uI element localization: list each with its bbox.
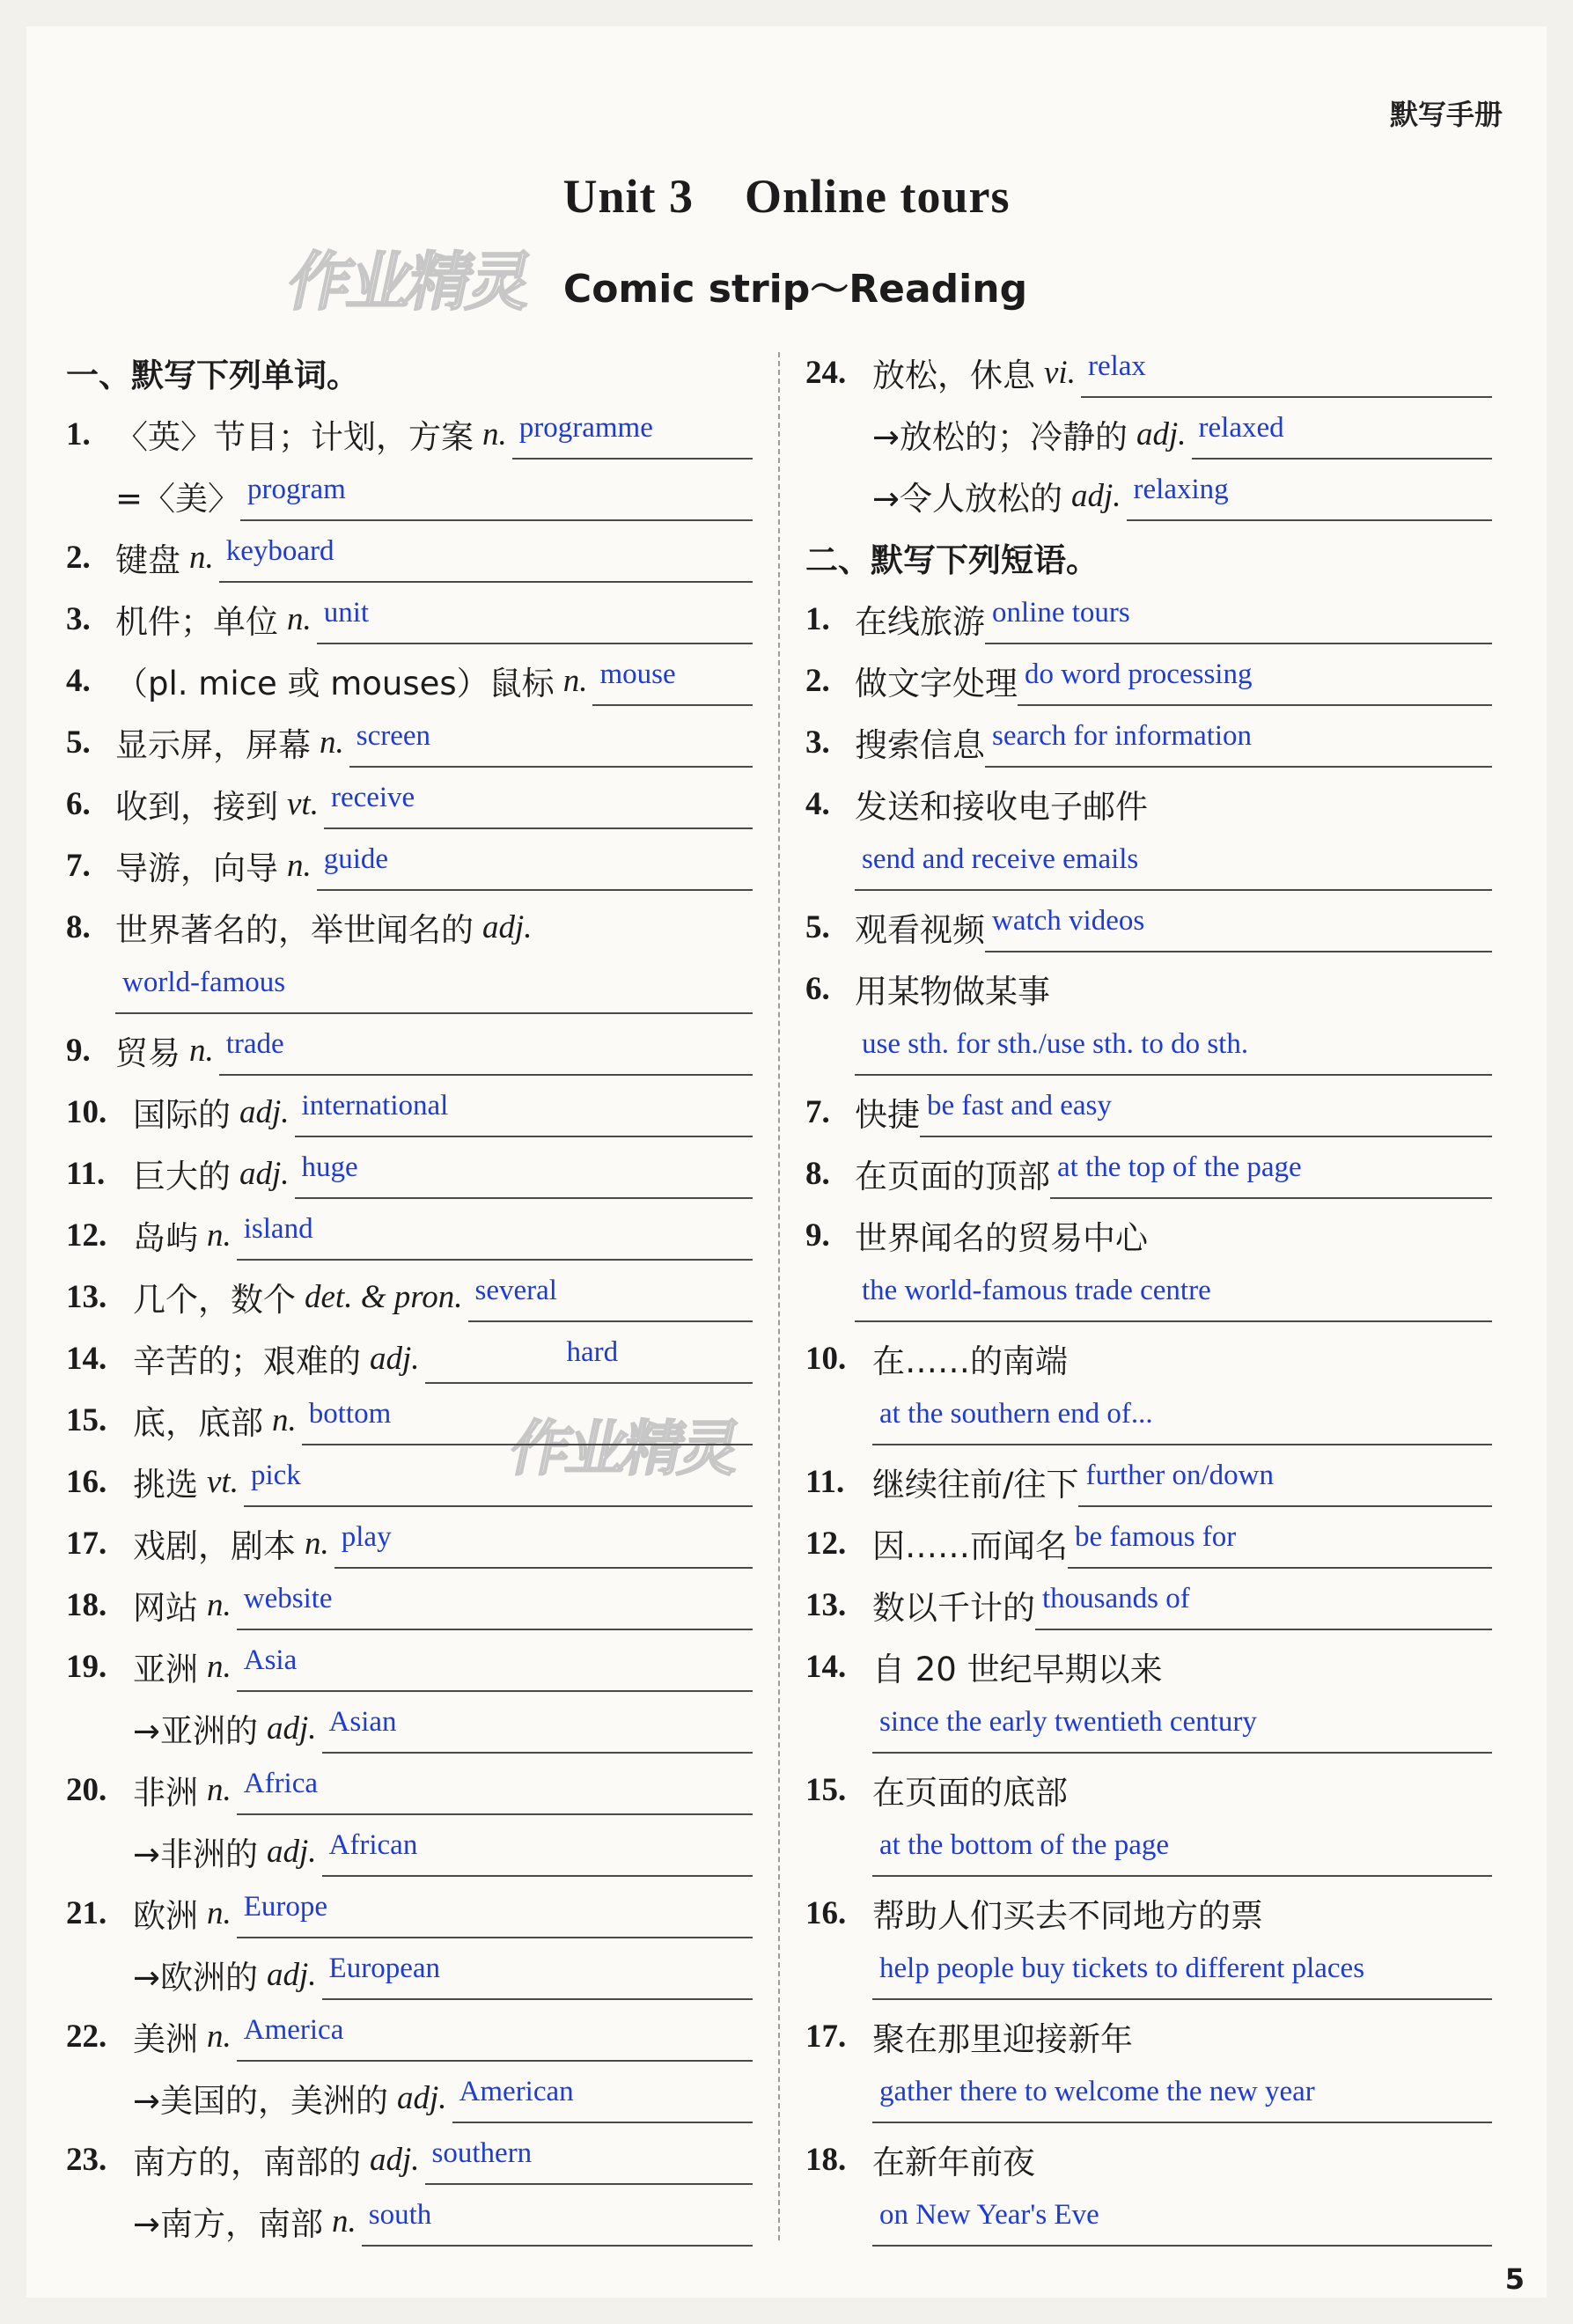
item-prompt: 在……的南端 bbox=[872, 1342, 1068, 1380]
exercise-item bbox=[66, 1389, 753, 1451]
exercise-subline bbox=[805, 1019, 1492, 1081]
answer-line: American bbox=[452, 2072, 753, 2123]
item-number: 7. bbox=[805, 1093, 830, 1130]
item-prompt: 快捷 bbox=[855, 1096, 920, 1134]
item-number: 10. bbox=[66, 1093, 107, 1130]
answer-line: screen bbox=[349, 717, 753, 768]
part-of-speech: det. & pron. bbox=[305, 1278, 463, 1315]
exercise-subline bbox=[66, 1820, 753, 1882]
item-number: 4. bbox=[66, 662, 91, 699]
part-of-speech: n. bbox=[305, 1525, 329, 1562]
item-prompt: 观看视频 bbox=[855, 911, 985, 949]
answer-line: online tours bbox=[985, 593, 1492, 644]
item-prompt: 因……而闻名 bbox=[872, 1527, 1068, 1565]
item-number: 16. bbox=[805, 1894, 847, 1931]
sub-prompt: →非洲的 bbox=[133, 1835, 259, 1873]
part-of-speech: vi. bbox=[1044, 354, 1076, 391]
item-prompt: （pl. mice 或 mouses）鼠标 bbox=[115, 665, 555, 702]
sub-prompt: =〈美〉 bbox=[115, 480, 241, 518]
exercise-subline bbox=[66, 958, 753, 1019]
part-of-speech: n. bbox=[207, 1894, 232, 1931]
exercise-item bbox=[805, 1759, 1492, 1820]
answer-line: search for information bbox=[985, 717, 1492, 768]
answer-line: island bbox=[237, 1210, 753, 1261]
exercise-item bbox=[805, 1636, 1492, 1697]
exercise-item bbox=[805, 2005, 1492, 2067]
part-of-speech: adj. bbox=[370, 2141, 420, 2178]
item-number: 14. bbox=[805, 1648, 847, 1685]
item-number: 19. bbox=[66, 1648, 107, 1685]
item-prompt: 继续往前/往下 bbox=[872, 1466, 1079, 1504]
exercise-subline bbox=[66, 2190, 753, 2252]
item-number: 7. bbox=[66, 847, 91, 884]
item-prompt: 键盘 bbox=[115, 541, 180, 579]
part-of-speech: n. bbox=[207, 1586, 232, 1623]
item-prompt: 数以千计的 bbox=[872, 1589, 1035, 1627]
item-prompt: 帮助人们买去不同地方的票 bbox=[872, 1897, 1263, 1935]
answer-line: relax bbox=[1081, 347, 1492, 398]
answer-line: be famous for bbox=[1068, 1518, 1492, 1569]
item-prompt: 国际的 bbox=[133, 1096, 231, 1134]
sub-prompt: →南方，南部 bbox=[133, 2205, 324, 2243]
exercise-subline bbox=[805, 1266, 1492, 1327]
item-prompt: 用某物做某事 bbox=[855, 973, 1050, 1011]
answer-line: huge bbox=[295, 1148, 753, 1199]
exercise-item bbox=[805, 1882, 1492, 1944]
answer-line: receive bbox=[324, 778, 753, 829]
item-prompt: 聚在那里迎接新年 bbox=[872, 2020, 1133, 2058]
answer-line: send and receive emails bbox=[855, 840, 1492, 891]
answer-line: Europe bbox=[237, 1887, 753, 1938]
left-column bbox=[66, 342, 753, 2252]
exercise-item bbox=[66, 1204, 753, 1266]
item-prompt: 搜索信息 bbox=[855, 726, 985, 764]
answer-line: help people buy tickets to different places bbox=[872, 1949, 1492, 2000]
part-of-speech: adj. bbox=[397, 2079, 447, 2116]
section-title-words: 一、默写下列单词。 bbox=[66, 357, 359, 394]
part-of-speech: adj. bbox=[239, 1093, 290, 1130]
item-prompt: 非洲 bbox=[133, 1774, 198, 1812]
item-prompt: 贸易 bbox=[115, 1034, 180, 1072]
item-prompt: 巨大的 bbox=[133, 1158, 231, 1195]
answer-line: pick bbox=[244, 1456, 753, 1507]
item-number: 2. bbox=[66, 539, 91, 576]
item-number: 5. bbox=[66, 724, 91, 761]
item-prompt: 辛苦的；艰难的 bbox=[133, 1342, 361, 1380]
exercise-subline bbox=[805, 1697, 1492, 1759]
item-number: 4. bbox=[805, 785, 830, 822]
exercise-item bbox=[805, 1204, 1492, 1266]
item-prompt: 世界著名的，举世闻名的 bbox=[115, 911, 474, 949]
item-number: 15. bbox=[805, 1771, 847, 1808]
watermark: 作业精灵 bbox=[281, 245, 537, 319]
exercise-item bbox=[66, 1636, 753, 1697]
answer-line: relaxing bbox=[1127, 470, 1492, 521]
word-list-continued bbox=[805, 342, 1492, 526]
exercise-item bbox=[805, 1512, 1492, 1574]
answer-line: gather there to welcome the new year bbox=[872, 2072, 1492, 2123]
answer-line: keyboard bbox=[219, 532, 753, 583]
exercise-item bbox=[805, 1574, 1492, 1636]
item-number: 6. bbox=[66, 785, 91, 822]
exercise-subline bbox=[805, 835, 1492, 896]
item-prompt: 岛屿 bbox=[133, 1219, 198, 1257]
item-prompt: 导游，向导 bbox=[115, 849, 278, 887]
part-of-speech: n. bbox=[562, 662, 588, 699]
item-prompt: 放松，休息 bbox=[872, 357, 1035, 394]
exercise-subline bbox=[805, 403, 1492, 465]
answer-line: America bbox=[237, 2011, 753, 2062]
item-number: 6. bbox=[805, 970, 830, 1007]
part-of-speech: adj. bbox=[267, 1833, 317, 1870]
answer-line: thousands of bbox=[1035, 1579, 1492, 1630]
answer-line: on New Year's Eve bbox=[872, 2195, 1492, 2247]
item-number: 18. bbox=[805, 2141, 847, 2178]
item-prompt: 网站 bbox=[133, 1589, 198, 1627]
item-number: 3. bbox=[66, 600, 91, 637]
exercise-item bbox=[66, 711, 753, 773]
item-number: 5. bbox=[805, 908, 830, 945]
answer-line: guide bbox=[317, 840, 753, 891]
answer-line: since the early twentieth century bbox=[872, 1703, 1492, 1754]
item-prompt: 发送和接收电子邮件 bbox=[855, 788, 1148, 826]
item-prompt: 底，底部 bbox=[133, 1404, 263, 1442]
item-prompt: 在页面的顶部 bbox=[855, 1158, 1050, 1195]
part-of-speech: adj. bbox=[239, 1155, 290, 1192]
answer-line: hard bbox=[425, 1333, 753, 1384]
item-number: 11. bbox=[66, 1155, 106, 1192]
answer-line: relaxed bbox=[1192, 408, 1492, 460]
part-of-speech: n. bbox=[207, 2018, 232, 2055]
exercise-subline bbox=[66, 1944, 753, 2005]
exercise-item bbox=[66, 896, 753, 958]
exercise-item bbox=[805, 1081, 1492, 1143]
answer-line: at the bottom of the page bbox=[872, 1826, 1492, 1877]
answer-line: mouse bbox=[592, 655, 753, 706]
answer-line: further on/down bbox=[1078, 1456, 1492, 1507]
item-prompt: 机件；单位 bbox=[115, 603, 278, 641]
exercise-item bbox=[805, 958, 1492, 1019]
page-number: 5 bbox=[1504, 2262, 1525, 2296]
item-number: 11. bbox=[805, 1463, 845, 1500]
item-prompt: 收到，接到 bbox=[115, 788, 278, 826]
exercise-subline bbox=[805, 2190, 1492, 2252]
answer-line: website bbox=[237, 1579, 753, 1630]
item-number: 14. bbox=[66, 1340, 107, 1377]
answer-line: watch videos bbox=[985, 901, 1492, 952]
item-number: 12. bbox=[805, 1525, 847, 1562]
exercise-item bbox=[66, 1574, 753, 1636]
item-number: 20. bbox=[66, 1771, 107, 1808]
exercise-item bbox=[66, 1327, 753, 1389]
exercise-subline bbox=[805, 1944, 1492, 2005]
exercise-item bbox=[66, 1512, 753, 1574]
item-prompt: 几个，数个 bbox=[133, 1281, 296, 1319]
part-of-speech: n. bbox=[189, 1032, 214, 1069]
part-of-speech: n. bbox=[332, 2203, 356, 2239]
item-prompt: 自 20 世纪早期以来 bbox=[872, 1651, 1163, 1688]
answer-line: programme bbox=[512, 408, 753, 460]
exercise-item bbox=[66, 650, 753, 711]
item-number: 24. bbox=[805, 354, 847, 391]
part-of-speech: n. bbox=[207, 1648, 232, 1685]
section-subtitle: Comic strip～Reading bbox=[562, 267, 1028, 312]
item-prompt: 在页面的底部 bbox=[872, 1774, 1068, 1812]
sub-prompt: →亚洲的 bbox=[133, 1712, 259, 1750]
answer-line: trade bbox=[219, 1025, 753, 1076]
answer-line: bottom bbox=[302, 1394, 753, 1445]
answer-line: Africa bbox=[237, 1764, 753, 1815]
exercise-item bbox=[66, 2129, 753, 2190]
section-title-phrases: 二、默写下列短语。 bbox=[805, 541, 1099, 579]
item-number: 22. bbox=[66, 2018, 107, 2055]
exercise-item bbox=[66, 1759, 753, 1820]
right-column bbox=[805, 342, 1492, 2252]
answer-line: southern bbox=[425, 2134, 753, 2185]
exercise-item bbox=[805, 1451, 1492, 1512]
answer-line: play bbox=[334, 1518, 753, 1569]
item-prompt: 世界闻名的贸易中心 bbox=[855, 1219, 1148, 1257]
exercise-subline bbox=[805, 1389, 1492, 1451]
phrase-list bbox=[805, 588, 1492, 2252]
part-of-speech: adj. bbox=[267, 1710, 317, 1747]
part-of-speech: adj. bbox=[1136, 416, 1187, 452]
answer-line: use sth. for sth./use sth. to do sth. bbox=[855, 1025, 1492, 1076]
part-of-speech: n. bbox=[207, 1217, 232, 1254]
exercise-item bbox=[805, 773, 1492, 835]
item-number: 15. bbox=[66, 1401, 107, 1438]
unit-label: Unit 3 bbox=[562, 170, 694, 223]
exercise-item bbox=[66, 1081, 753, 1143]
item-number: 8. bbox=[66, 908, 91, 945]
item-prompt: 美洲 bbox=[133, 2020, 198, 2058]
item-number: 23. bbox=[66, 2141, 107, 2178]
column-divider bbox=[778, 352, 780, 2240]
exercise-subline bbox=[805, 1820, 1492, 1882]
watermark: 作业精灵 bbox=[504, 1415, 745, 1484]
exercise-item bbox=[805, 711, 1492, 773]
exercise-item bbox=[66, 1266, 753, 1327]
item-number: 1. bbox=[805, 600, 830, 637]
exercise-item bbox=[66, 1143, 753, 1204]
item-prompt: 欧洲 bbox=[133, 1897, 198, 1935]
answer-line: program bbox=[240, 470, 753, 521]
answer-line: European bbox=[322, 1949, 753, 2000]
sub-prompt: →令人放松的 bbox=[872, 480, 1063, 518]
item-prompt: 〈英〉节目；计划，方案 bbox=[115, 418, 474, 456]
part-of-speech: n. bbox=[287, 600, 312, 637]
item-number: 12. bbox=[66, 1217, 107, 1254]
exercise-item bbox=[66, 2005, 753, 2067]
answer-line: south bbox=[362, 2195, 753, 2247]
part-of-speech: adj. bbox=[370, 1340, 420, 1377]
item-prompt: 亚洲 bbox=[133, 1651, 198, 1688]
sub-prompt: →欧洲的 bbox=[133, 1959, 259, 1997]
answer-line: at the southern end of... bbox=[872, 1394, 1492, 1445]
exercise-item bbox=[66, 835, 753, 896]
part-of-speech: n. bbox=[287, 847, 312, 884]
answer-line: international bbox=[295, 1086, 753, 1137]
answer-line: African bbox=[322, 1826, 753, 1877]
item-number: 17. bbox=[805, 2018, 847, 2055]
item-prompt: 做文字处理 bbox=[855, 665, 1018, 702]
item-number: 17. bbox=[66, 1525, 107, 1562]
exercise-item bbox=[805, 1327, 1492, 1389]
answer-line: Asia bbox=[237, 1641, 753, 1692]
answer-line: at the top of the page bbox=[1050, 1148, 1492, 1199]
answer-line: world-famous bbox=[115, 963, 753, 1014]
exercise-subline bbox=[805, 465, 1492, 526]
part-of-speech: n. bbox=[320, 724, 344, 761]
answer-line: unit bbox=[317, 593, 753, 644]
part-of-speech: adj. bbox=[1071, 477, 1121, 514]
part-of-speech: vt. bbox=[207, 1463, 239, 1500]
item-number: 10. bbox=[805, 1340, 847, 1377]
exercise-item bbox=[66, 1019, 753, 1081]
part-of-speech: n. bbox=[207, 1771, 232, 1808]
exercise-item bbox=[66, 1882, 753, 1944]
exercise-item bbox=[805, 2129, 1492, 2190]
item-number: 3. bbox=[805, 724, 830, 761]
sub-prompt: →放松的；冷静的 bbox=[872, 418, 1128, 456]
item-prompt: 在新年前夜 bbox=[872, 2144, 1035, 2181]
sub-prompt: →美国的，美洲的 bbox=[133, 2082, 389, 2120]
item-number: 21. bbox=[66, 1894, 107, 1931]
item-prompt: 戏剧，剧本 bbox=[133, 1527, 296, 1565]
answer-line: do word processing bbox=[1018, 655, 1492, 706]
exercise-subline bbox=[66, 1697, 753, 1759]
item-number: 2. bbox=[805, 662, 830, 699]
part-of-speech: vt. bbox=[287, 785, 319, 822]
exercise-item bbox=[66, 773, 753, 835]
item-prompt: 南方的，南部的 bbox=[133, 2144, 361, 2181]
exercise-item bbox=[805, 896, 1492, 958]
answer-line: several bbox=[468, 1271, 753, 1322]
item-prompt: 在线旅游 bbox=[855, 603, 985, 641]
exercise-item bbox=[66, 526, 753, 588]
item-number: 18. bbox=[66, 1586, 107, 1623]
header-tag: 默写手册 bbox=[1389, 98, 1503, 131]
item-number: 1. bbox=[66, 416, 91, 452]
word-list bbox=[66, 403, 753, 2252]
exercise-item bbox=[66, 588, 753, 650]
item-number: 13. bbox=[805, 1586, 847, 1623]
part-of-speech: n. bbox=[189, 539, 214, 576]
unit-title bbox=[0, 169, 1573, 224]
part-of-speech: adj. bbox=[267, 1956, 317, 1993]
answer-line: Asian bbox=[322, 1703, 753, 1754]
item-number: 13. bbox=[66, 1278, 107, 1315]
item-number: 8. bbox=[805, 1155, 830, 1192]
item-number: 9. bbox=[805, 1217, 830, 1254]
unit-name: Online tours bbox=[744, 170, 1011, 223]
item-number: 9. bbox=[66, 1032, 91, 1069]
item-number: 16. bbox=[66, 1463, 107, 1500]
part-of-speech: n. bbox=[482, 416, 507, 452]
exercise-item bbox=[66, 1451, 753, 1512]
exercise-subline bbox=[66, 2067, 753, 2129]
exercise-subline bbox=[66, 465, 753, 526]
answer-line: be fast and easy bbox=[920, 1086, 1492, 1137]
exercise-subline bbox=[805, 2067, 1492, 2129]
exercise-item bbox=[805, 650, 1492, 711]
exercise-item bbox=[66, 403, 753, 465]
exercise-item bbox=[805, 588, 1492, 650]
answer-line: the world-famous trade centre bbox=[855, 1271, 1492, 1322]
part-of-speech: n. bbox=[272, 1401, 297, 1438]
part-of-speech: adj. bbox=[482, 908, 533, 945]
exercise-item bbox=[805, 1143, 1492, 1204]
item-prompt: 显示屏，屏幕 bbox=[115, 726, 311, 764]
item-prompt: 挑选 bbox=[133, 1466, 198, 1504]
exercise-item bbox=[805, 342, 1492, 403]
